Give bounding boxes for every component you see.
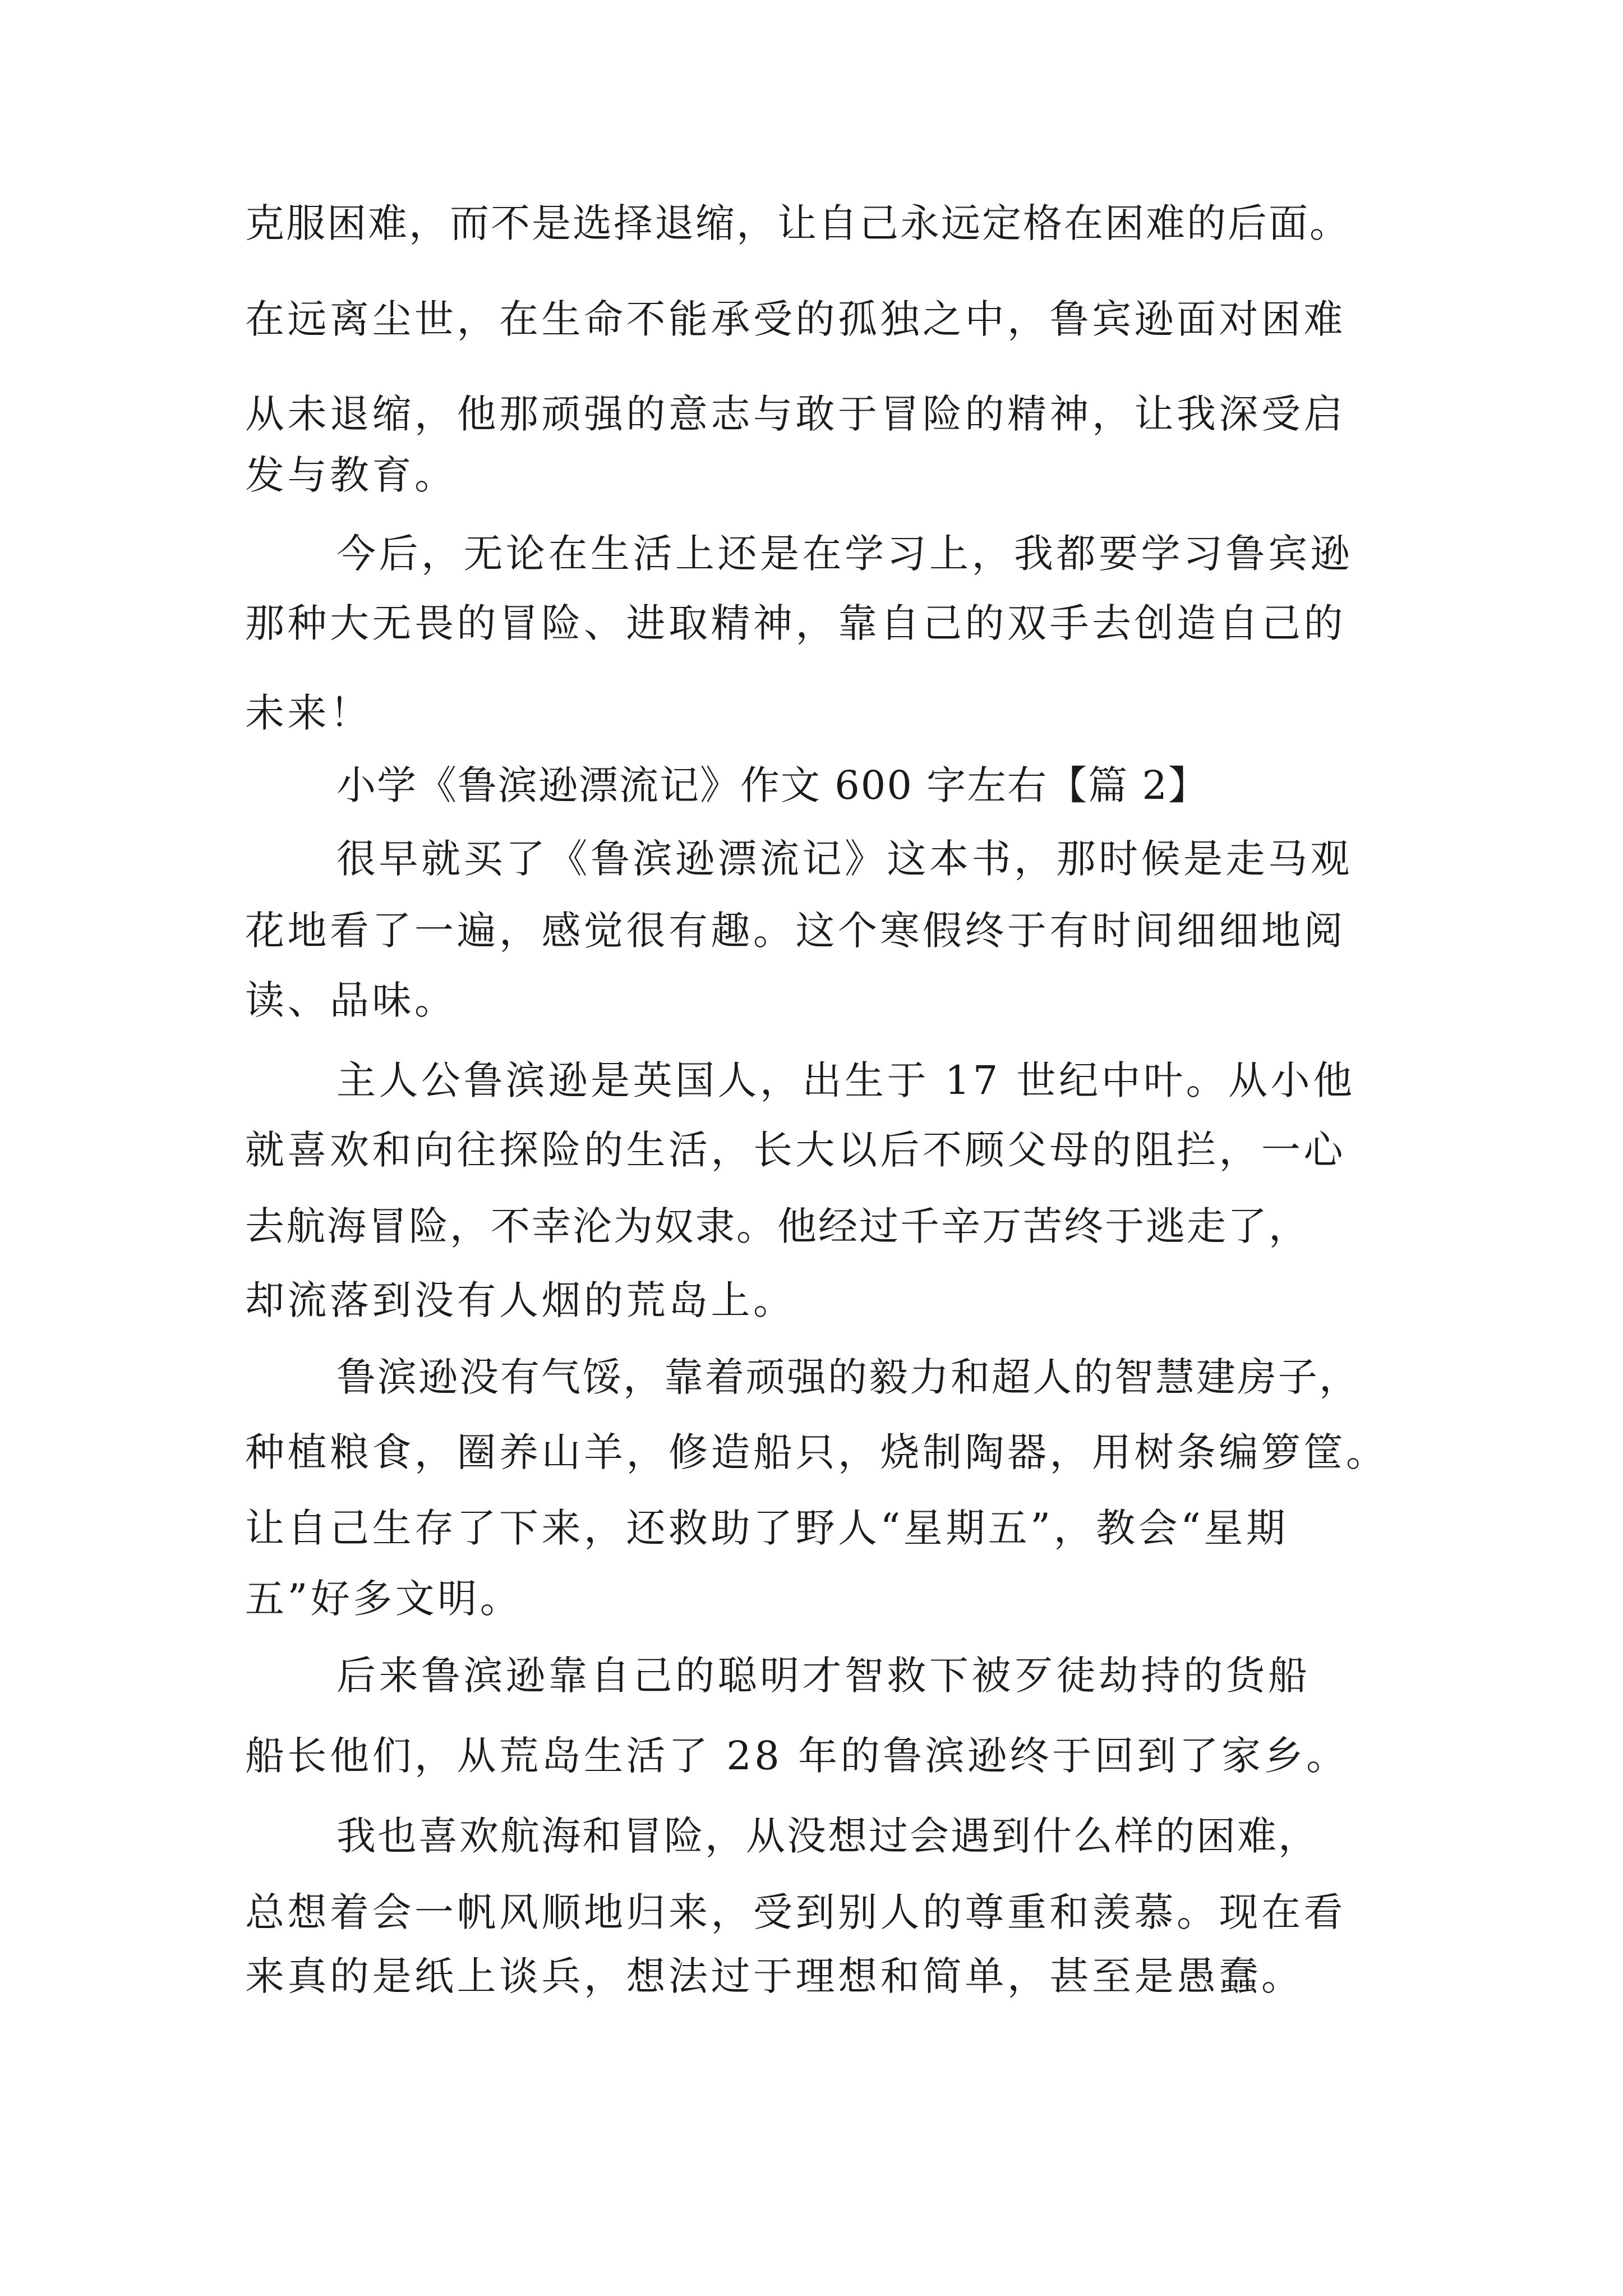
- text-line: 去航海冒险，不幸沦为奴隶。他经过千辛万苦终于逃走了，: [245, 1203, 1310, 1249]
- text-line: 却流落到没有人烟的荒岛上。: [245, 1277, 796, 1323]
- text-line: 总想着会一帆风顺地归来，受到别人的尊重和羡慕。现在看: [245, 1889, 1346, 1935]
- text-line: 后来鲁滨逊靠自己的聪明才智救下被歹徒劫持的货船: [336, 1653, 1311, 1699]
- text-line: 很早就买了《鲁滨逊漂流记》这本书，那时候是走马观: [336, 836, 1353, 882]
- text-line: 在远离尘世，在生命不能承受的孤独之中，鲁宾逊面对困难: [245, 296, 1346, 342]
- text-line: 来真的是纸上谈兵，想法过于理想和简单，甚至是愚蠢。: [245, 1953, 1304, 1999]
- text-line: 五”好多文明。: [245, 1576, 523, 1622]
- text-line: 种植粮食，圈养山羊，修造船只，烧制陶器，用树条编箩筐。: [245, 1429, 1389, 1475]
- text-line: 我也喜欢航海和冒险，从没想过会遇到什么样的困难，: [336, 1813, 1319, 1859]
- text-line: 就喜欢和向往探险的生活，长大以后不顾父母的阻拦，一心: [245, 1127, 1346, 1173]
- text-line: 未来！: [245, 690, 372, 736]
- text-line: 那种大无畏的冒险、进取精神，靠自己的双手去创造自己的: [245, 600, 1346, 646]
- text-line: 鲁滨逊没有气馁，靠着顽强的毅力和超人的智慧建房子，: [336, 1354, 1360, 1400]
- text-line: 从未退缩，他那顽强的意志与敢于冒险的精神，让我深受启: [245, 391, 1346, 437]
- text-line: 船长他们，从荒岛生活了 28 年的鲁滨逊终于回到了家乡。: [245, 1733, 1349, 1779]
- text-line: 读、品味。: [245, 977, 457, 1023]
- text-line: 花地看了一遍，感觉很有趣。这个寒假终于有时间细细地阅: [245, 908, 1346, 954]
- section-heading: 小学《鲁滨逊漂流记》作文 600 字左右【篇 2】: [336, 762, 1209, 808]
- text-line: 让自己生存了下来，还救助了野人“星期五”，教会“星期: [245, 1505, 1289, 1551]
- text-line: 今后，无论在生活上还是在学习上，我都要学习鲁宾逊: [336, 531, 1353, 577]
- text-line: 发与教育。: [245, 452, 457, 498]
- text-line: 克服困难，而不是选择退缩，让自己永远定格在困难的后面。: [245, 200, 1350, 246]
- text-line: 主人公鲁滨逊是英国人，出生于 17 世纪中叶。从小他: [336, 1057, 1355, 1103]
